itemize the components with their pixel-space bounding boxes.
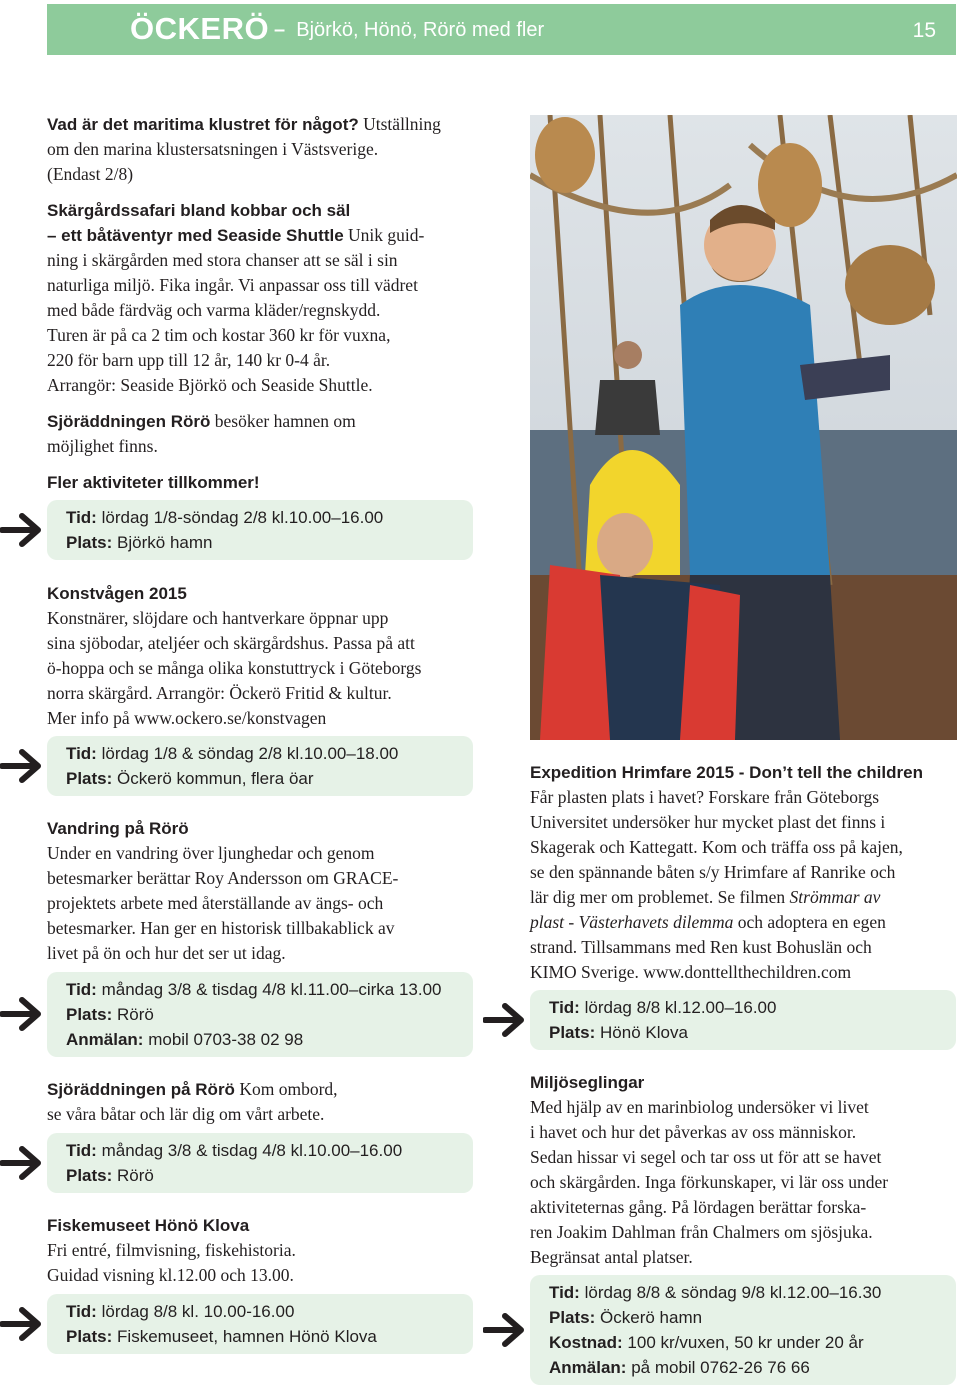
miljo-line-1: i havet och hur det påverkas av oss människor. <box>530 1122 857 1142</box>
page-header <box>47 4 956 55</box>
miljo-line-0: Med hjälp av en marinbiolog undersöker vi livet <box>530 1097 869 1117</box>
kostnad-label: Kostnad: <box>549 1333 623 1352</box>
vandring-line-3: betesmarker. Han ger en historisk tillbakablick av <box>47 918 395 938</box>
tid-label: Tid: <box>66 1302 97 1321</box>
kostnad-value: 100 kr/vuxen, 50 kr under 20 år <box>627 1333 864 1352</box>
expedition-section <box>530 760 958 985</box>
safari-line-0: Unik guid- <box>348 225 425 245</box>
miljo-line-2: Sedan hissar vi segel och tar oss ut för att se havet <box>530 1147 882 1167</box>
plats-value: Björkö hamn <box>117 533 213 552</box>
expedition-title: Expedition Hrimfare 2015 - Don’t tell the children <box>530 763 923 782</box>
safari-line-5: 220 för barn upp till 12 år, 140 kr 0-4 år. <box>47 350 331 370</box>
vandring-line-2: projektets arbete med återställande av ängs- och <box>47 893 384 913</box>
page-subtitle <box>274 19 544 42</box>
page-number: 15 <box>912 19 936 42</box>
plats-value: Öckerö hamn <box>600 1308 703 1327</box>
anmalan-value: mobil 0703-38 02 98 <box>148 1030 304 1049</box>
tid-label: Tid: <box>66 980 97 999</box>
plats-value: Hönö Klova <box>600 1023 688 1042</box>
expedition-line7: strand. Tillsammans med Ren kust Bohuslän och <box>530 937 872 957</box>
plats-value: Fiskemuseet, hamnen Hönö Klova <box>117 1327 377 1346</box>
info-box-fiskemuseet <box>47 1294 473 1354</box>
expedition-line8: KIMO Sverige. www.donttellthechildren.com <box>530 962 852 982</box>
expedition-line3: Skagerak och Kattegatt. Kom och träffa oss på kajen, <box>530 837 903 857</box>
vandring-line-4: livet på ön och hur det ser ut idag. <box>47 943 286 963</box>
fiskemuseet-line1: Fri entré, filmvisning, fiskehistoria. <box>47 1240 296 1260</box>
arrow-right-icon <box>0 746 46 786</box>
maritima-text1: Utställning <box>363 114 441 134</box>
info-box-seaside <box>47 500 473 560</box>
arrow-right-icon <box>0 510 46 550</box>
maritima-text3: (Endast 2/8) <box>47 164 134 184</box>
vandring-title: Vandring på Rörö <box>47 819 189 838</box>
sjoraddning-visit-section <box>47 409 477 459</box>
plats-label: Plats: <box>66 769 113 788</box>
konstvagen-title: Konstvågen 2015 <box>47 584 187 603</box>
arrow-right-icon <box>483 1310 529 1350</box>
expedition-line1: Får plasten plats i havet? Forskare från Göteborgs <box>530 787 880 807</box>
info-box-vandring <box>47 972 473 1057</box>
header-subtitle-text: Björkö, Hönö, Rörö med fler <box>296 19 545 41</box>
safari-title-1: Skärgårdssafari bland kobbar och säl <box>47 201 351 220</box>
miljo-line-5: ren Joakim Dahlman från Chalmers om sjösjuka. <box>530 1222 873 1242</box>
info-box-konstvagen <box>47 736 473 796</box>
tid-value: lördag 8/8 & söndag 9/8 kl.12.00–16.30 <box>584 1283 882 1302</box>
safari-line-3: med både färdväg och varma kläder/regnskydd. <box>47 300 381 320</box>
safari-line-1: ning i skärgården med stora chanser att se säl i sin <box>47 250 398 270</box>
sjoraddning-visit-title: Sjöräddningen Rörö <box>47 412 211 431</box>
anmalan-label: Anmälan: <box>549 1358 627 1377</box>
tid-value: lördag 1/8 & söndag 2/8 kl.10.00–18.00 <box>101 744 399 763</box>
info-box-miljo <box>530 1275 956 1385</box>
tid-value: lördag 8/8 kl. 10.00-16.00 <box>101 1302 295 1321</box>
arrow-right-icon <box>0 1143 46 1183</box>
miljo-line-3: och skärgården. Inga förkunskaper, vi lär oss under <box>530 1172 889 1192</box>
info-box-sjoraddning <box>47 1133 473 1193</box>
safari-line-6: Arrangör: Seaside Björkö och Seaside Shuttle. <box>47 375 373 395</box>
arrow-right-icon <box>0 994 46 1034</box>
tid-label: Tid: <box>66 508 97 527</box>
safari-title-2: – ett båtäventyr med Seaside Shuttle <box>47 226 344 245</box>
konstvagen-line-4: Mer info på www.ockero.se/konstvagen <box>47 708 327 728</box>
plats-label: Plats: <box>66 1327 113 1346</box>
konstvagen-line-1: sina sjöbodar, ateljéer och skärgårdshus. Passa på att <box>47 633 415 653</box>
page-title: ÖCKERÖ <box>130 11 270 46</box>
sjoraddning-visit-line2: möjlighet finns. <box>47 436 158 456</box>
sjoraddning-ombord-line1: Kom ombord, <box>239 1079 338 1099</box>
expedition-film-title-1: Strömmar av <box>789 887 881 907</box>
safari-line-2: naturliga miljö. Fika ingår. Vi anpassar oss till vädret <box>47 275 418 295</box>
konstvagen-line-3: norra skärgård. Arrangör: Öckerö Fritid & kultur. <box>47 683 392 703</box>
sjoraddning-ombord-title: Sjöräddningen på Rörö <box>47 1080 235 1099</box>
fiskemuseet-section <box>47 1213 477 1288</box>
konstvagen-line-0: Konstnärer, slöjdare och hantverkare öppnar upp <box>47 608 389 628</box>
sjoraddning-visit-line1: besöker hamnen om <box>214 411 356 431</box>
tid-label: Tid: <box>549 1283 580 1302</box>
vandring-section <box>47 816 477 966</box>
anmalan-value: på mobil 0762-26 76 66 <box>631 1358 810 1377</box>
fiskemuseet-line2: Guidad visning kl.12.00 och 13.00. <box>47 1265 294 1285</box>
info-box-expedition <box>530 990 956 1050</box>
miljo-line-4: aktiviteternas gång. På lördagen berättar forska- <box>530 1197 867 1217</box>
plats-value: Rörö <box>117 1005 154 1024</box>
vandring-line-1: betesmarker berättar Roy Andersson om GRACE- <box>47 868 399 888</box>
sjoraddning-ombord-line2: se våra båtar och lär dig om vårt arbete. <box>47 1104 325 1124</box>
anmalan-label: Anmälan: <box>66 1030 144 1049</box>
tid-label: Tid: <box>549 998 580 1017</box>
tid-value: lördag 8/8 kl.12.00–16.00 <box>584 998 777 1017</box>
konstvagen-section <box>47 581 477 731</box>
plats-value: Rörö <box>117 1166 154 1185</box>
expedition-line2: Universitet undersöker hur mycket plast det finns i <box>530 812 886 832</box>
arrow-right-icon <box>483 1000 529 1040</box>
tid-label: Tid: <box>66 744 97 763</box>
maritima-section <box>47 112 477 187</box>
tid-label: Tid: <box>66 1141 97 1160</box>
maritima-text2: om den marina klustersatsningen i Västsverige. <box>47 139 379 159</box>
more-activities: Fler aktiviteter tillkommer! <box>47 473 260 492</box>
tid-value: måndag 3/8 & tisdag 4/8 kl.10.00–16.00 <box>101 1141 403 1160</box>
arrow-right-icon <box>0 1304 46 1344</box>
header-dash: – <box>274 19 286 41</box>
maritima-title: Vad är det maritima klustret för något? <box>47 115 359 134</box>
miljo-title: Miljöseglingar <box>530 1073 645 1092</box>
plats-label: Plats: <box>66 533 113 552</box>
vandring-line-0: Under en vandring över ljunghedar och genom <box>47 843 375 863</box>
sailing-photo <box>530 115 957 740</box>
plats-label: Plats: <box>66 1005 113 1024</box>
expedition-line5a: lär dig mer om problemet. Se filmen <box>530 887 786 907</box>
konstvagen-line-2: ö-hoppa och se många olika konstuttryck i Göteborgs <box>47 658 422 678</box>
safari-line-4: Turen är på ca 2 tim och kostar 360 kr för vuxna, <box>47 325 391 345</box>
tid-value: måndag 3/8 & tisdag 4/8 kl.11.00–cirka 13.00 <box>101 980 442 999</box>
plats-label: Plats: <box>66 1166 113 1185</box>
plats-value: Öckerö kommun, flera öar <box>117 769 314 788</box>
tid-value: lördag 1/8-söndag 2/8 kl.10.00–16.00 <box>101 508 384 527</box>
expedition-line6b: och adoptera en egen <box>737 912 886 932</box>
sjoraddning-ombord-section <box>47 1077 477 1127</box>
miljoseglingar-section <box>530 1070 960 1270</box>
expedition-line4: se den spännande båten s/y Hrimfare af Ranrike och <box>530 862 896 882</box>
plats-label: Plats: <box>549 1023 596 1042</box>
expedition-film-title-2: plast - Västerhavets dilemma <box>530 912 734 932</box>
miljo-line-6: Begränsat antal platser. <box>530 1247 693 1267</box>
fiskemuseet-title: Fiskemuseet Hönö Klova <box>47 1216 250 1235</box>
safari-section <box>47 198 477 398</box>
plats-label: Plats: <box>549 1308 596 1327</box>
